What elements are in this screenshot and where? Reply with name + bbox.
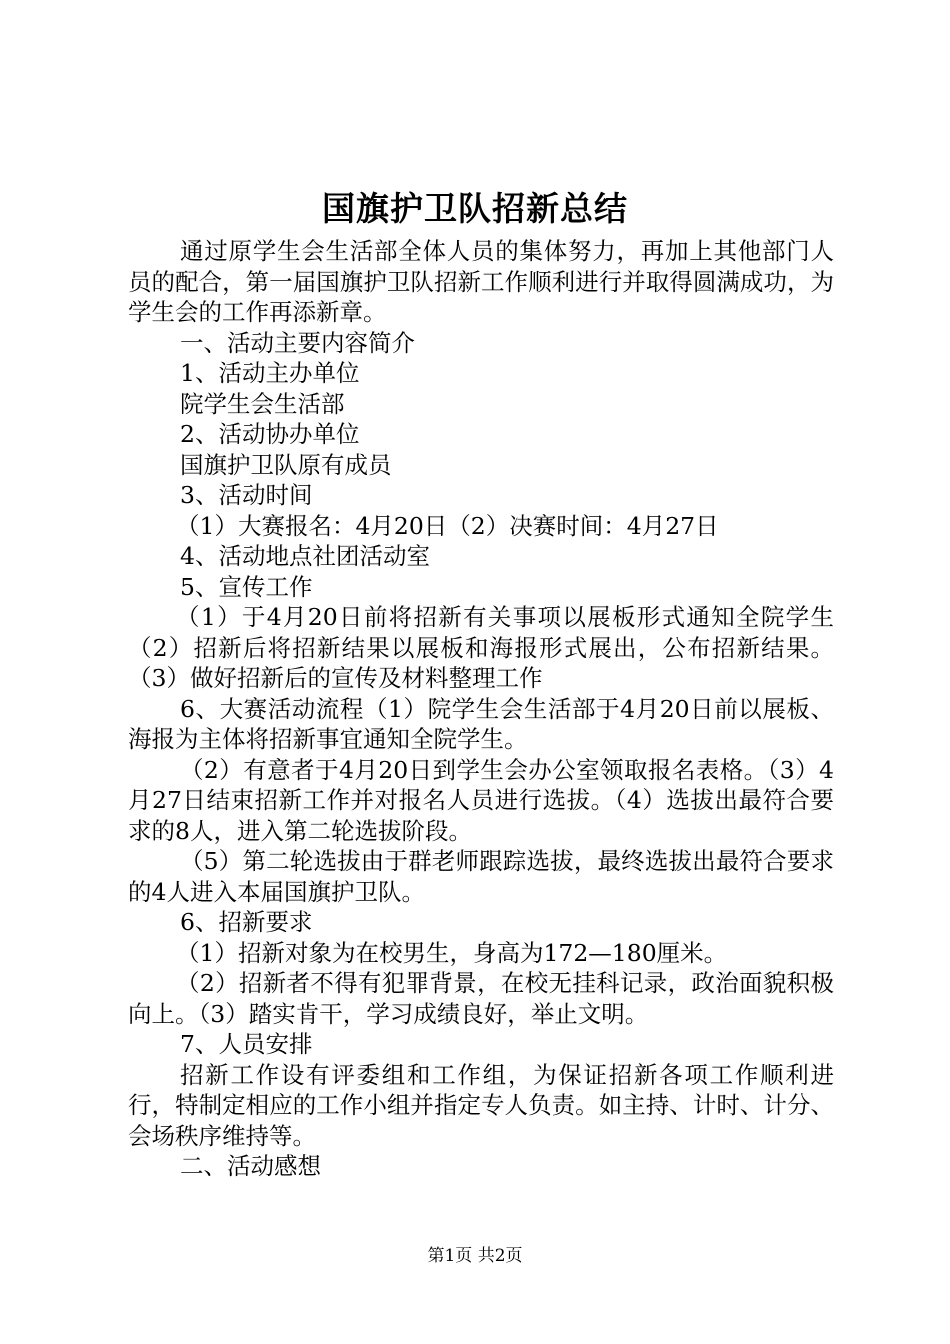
item-text-requirements-2: （2）招新者不得有犯罪背景，在校无挂科记录，政治面貌积极向上。（3）踏实肯干，学习成绩良好，举止文明。 [128,969,834,1028]
item-heading-publicity: 5、宣传工作 [180,572,313,601]
item-heading-co-organizer: 2、活动协办单位 [180,420,360,448]
item-heading-time: 3、活动时间 [180,481,313,509]
page-number: 第1页 共2页 [427,1246,523,1266]
item-heading-organizer: 1、活动主办单位 [180,359,360,387]
item-text-co-organizer: 国旗护卫队原有成员 [180,450,392,479]
document-title: 国旗护卫队招新总结 [322,189,628,228]
item-text-organizer: 院学生会生活部 [180,389,345,418]
item-text-process-1: 6、大赛活动流程（1）院学生会生活部于4月20日前以展板、海报为主体将招新事宜通知全院学生。 [128,694,834,753]
section-heading-1: 一、活动主要内容简介 [180,328,415,357]
item-text-requirements-1: （1）招新对象为在校男生，身高为172—180厘米。 [176,938,728,967]
item-text-staffing: 招新工作设有评委组和工作组，为保证招新各项工作顺利进行，特制定相应的工作小组并指定专人负责。如主持、计时、计分、会场秩序维持等。 [128,1060,834,1150]
item-heading-location: 4、活动地点社团活动室 [180,542,430,570]
section-heading-2: 二、活动感想 [180,1152,321,1180]
item-heading-requirements: 6、招新要求 [180,908,313,936]
item-text-publicity: （1）于4月20日前将招新有关事项以展板形式通知全院学生（2）招新后将招新结果以展板和海报形式展出，公布招新结果。（3）做好招新后的宣传及材料整理工作 [128,603,834,692]
document-body [128,236,834,1182]
item-heading-staffing: 7、人员安排 [180,1030,313,1058]
item-text-time: （1）大赛报名：4月20日（2）决赛时间：4月27日 [176,511,719,540]
item-text-process-3: （5）第二轮选拔由于群老师跟踪选拔，最终选拔出最符合要求的4人进入本届国旗护卫队。 [128,847,834,906]
paragraph-intro: 通过原学生会生活部全体人员的集体努力，再加上其他部门人员的配合，第一届国旗护卫队招新工作顺利进行并取得圆满成功，为学生会的工作再添新章。 [128,237,834,326]
item-text-process-2: （2）有意者于4月20日到学生会办公室领取报名表格。（3）4月27日结束招新工作并对报名人员进行选拔。（4）选拔出最符合要求的8人，进入第二轮选拔阶段。 [128,755,834,845]
